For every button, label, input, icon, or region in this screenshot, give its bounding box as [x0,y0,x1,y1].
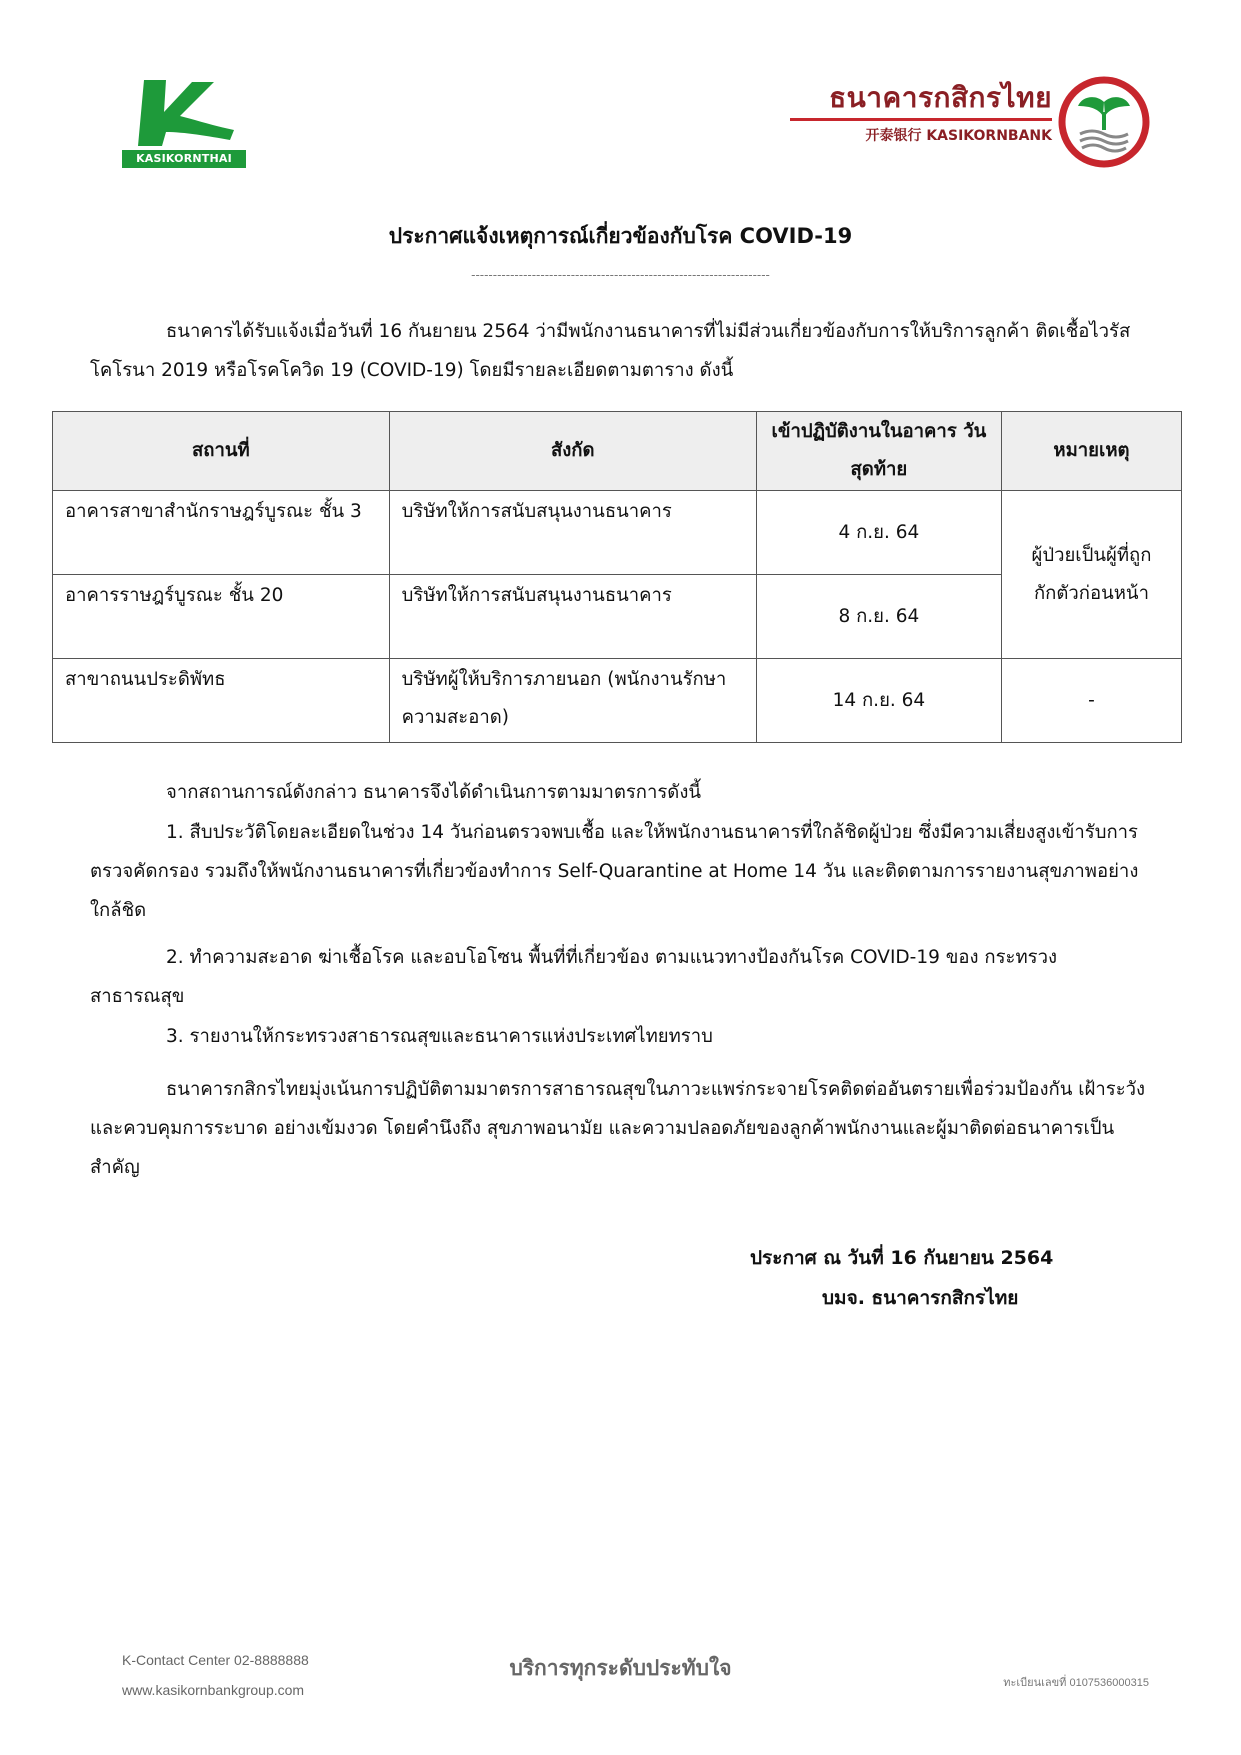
table-row [53,659,1182,743]
measure-text: 1. สืบประวัติโดยละเอียดในช่วง 14 วันก่อนตรวจพบเชื้อ และให้พนักงานธนาคารที่ใกล้ชิดผู้ป่วย ซึ่งมีความเสี่ยงสูงเข้ารับการตรวจคัดกรอง รวมถึงให้พนักงานธนาคารที่เกี่ยวข้องทำการ Self-Quarantine at Home 14 วัน และติดตามการรายงานสุขภาพอย่างใกล้ชิด [90,822,1139,921]
measure-item-3 [90,1017,1150,1056]
kasikornthai-wordmark: KASIKORNTHAI [122,150,246,168]
cell-affiliation: บริษัทให้การสนับสนุนงานธนาคาร [389,575,756,659]
measure-item-2 [90,938,1150,1016]
cell-location: อาคารราษฎร์บูรณะ ชั้น 20 [53,575,390,659]
bank-name-divider [790,118,1052,121]
header-remark: หมายเหตุ [1001,412,1181,491]
measure-text: 3. รายงานให้กระทรวงสาธารณสุขและธนาคารแห่งประเทศไทยทราบ [166,1026,713,1047]
measures-intro-text: จากสถานการณ์ดังกล่าว ธนาคารจึงได้ดำเนินการตามมาตรการดังนี้ [166,782,702,803]
table-header-row [53,412,1182,491]
rice-plant-seal-icon [1058,76,1150,168]
cell-affiliation: บริษัทให้การสนับสนุนงานธนาคาร [389,491,756,575]
registration-number: ทะเบียนเลขที่ 0107536000315 [1003,1677,1149,1689]
page-title: ประกาศแจ้งเหตุการณ์เกี่ยวข้องกับโรค COVID-19 [388,224,853,248]
issuer-company: บมจ. ธนาคารกสิกรไทย [822,1287,1019,1309]
header-location: สถานที่ [53,412,390,491]
cell-affiliation: บริษัทผู้ให้บริการภายนอก (พนักงานรักษาความสะอาด) [389,659,756,743]
cell-location: สาขาถนนประดิพัทธ [53,659,390,743]
footer-slogan: บริการทุกระดับประทับใจ [509,1656,732,1680]
measure-text: 2. ทำความสะอาด ฆ่าเชื้อโรค และอบโอโซน พื้นที่ที่เกี่ยวข้อง ตามแนวทางป้องกันโรค COVID-19 ของ กระทรวงสาธารณสุข [90,947,1058,1007]
bank-name-english: 开泰银行 KASIKORNBANK [865,128,1052,144]
measures-intro [90,773,1150,812]
cell-remark-merged: ผู้ป่วยเป็นผู้ที่ถูกกักตัวก่อนหน้า [1001,491,1181,659]
affected-locations-table [52,411,1182,743]
closing-paragraph [90,1070,1150,1187]
announcement-paragraph [90,312,1150,390]
closing-text: ธนาคารกสิกรไทยมุ่งเน้นการปฏิบัติตามมาตรการสาธารณสุขในภาวะแพร่กระจายโรคติดต่ออันตรายเพื่อร่วมป้องกัน เฝ้าระวัง และควบคุมการระบาด อย่างเข้มงวด โดยคำนึงถึง สุขภาพอนามัย และความปลอดภัยของลูกค้าพนักงานและผู้มาติดต่อธนาคารเป็นสำคัญ [90,1079,1146,1178]
bank-name-block [790,80,1052,150]
announcement-text: ธนาคารได้รับแจ้งเมื่อวันที่ 16 กันยายน 2564 ว่ามีพนักงานธนาคารที่ไม่มีส่วนเกี่ยวข้องกับการให้บริการลูกค้า ติดเชื้อไวรัสโคโรนา 2019 หรือโรคโควิด 19 (COVID-19) โดยมีรายละเอียดตามตาราง ดังนี้ [90,321,1131,381]
cell-location: อาคารสาขาสำนักราษฎร์บูรณะ ชั้น 3 [53,491,390,575]
bank-name-thai: ธนาคารกสิกรไทย [829,81,1052,114]
header-affiliation: สังกัด [389,412,756,491]
cell-remark: - [1001,659,1181,743]
cell-last-day: 8 ก.ย. 64 [756,575,1001,659]
k-letter-icon [122,76,246,148]
header-last-day [756,412,1001,491]
announcement-date: ประกาศ ณ วันที่ 16 กันยายน 2564 [750,1247,1054,1269]
kbank-seal-logo [1058,76,1150,168]
contact-center-number: K-Contact Center 02-8888888 [122,1652,309,1668]
header-last-day-text: เข้าปฏิบัติงานในอาคาร วันสุดท้าย [771,421,987,480]
title-underline: --------------------------------------------------------------------- [471,268,770,282]
cell-last-day: 14 ก.ย. 64 [756,659,1001,743]
measure-item-1 [90,813,1150,930]
kasikornthai-logo [122,76,246,168]
table-row [53,491,1182,575]
website-link[interactable]: www.kasikornbankgroup.com [122,1682,305,1698]
cell-last-day: 4 ก.ย. 64 [756,491,1001,575]
